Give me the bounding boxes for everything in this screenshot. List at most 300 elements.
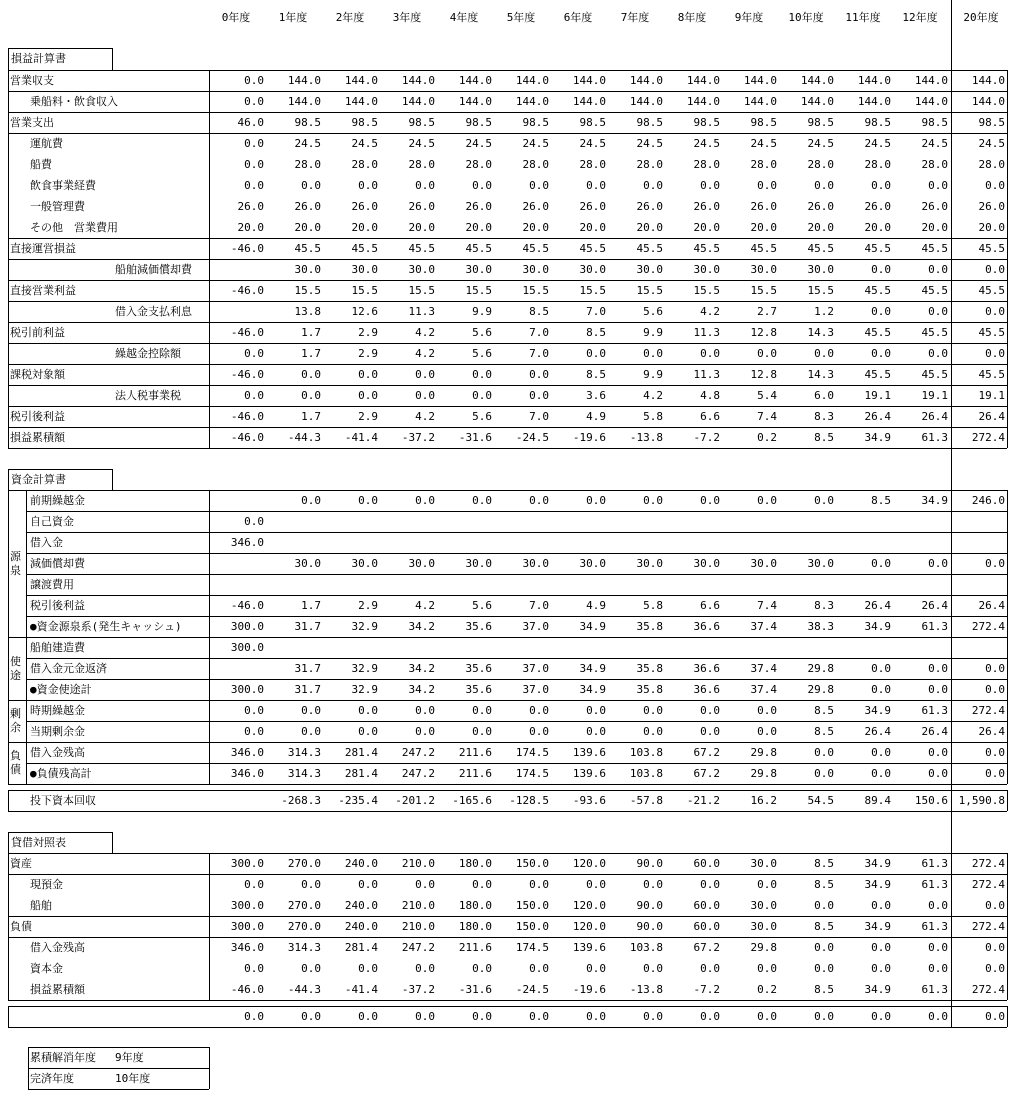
grid-line [1007,70,1008,448]
cell-value: 0.0 [244,515,264,528]
grid-line [26,553,1007,554]
cell-value: 90.0 [636,899,663,912]
row-label: ●資金源泉系(発生キャッシュ) [30,620,182,633]
cell-value: 4.2 [415,599,435,612]
cell-value: 37.0 [522,662,549,675]
cell-value: 2.9 [358,410,378,423]
cell-value: 0.0 [301,878,321,891]
cell-value: 0.0 [586,494,606,507]
row-label: 税引後利益 [10,410,65,423]
cell-value: 8.5 [814,431,834,444]
cell-value: 0.0 [244,137,264,150]
cell-value: 144.0 [686,74,720,87]
cell-value: 3.6 [586,389,606,402]
grid-line [8,238,1007,239]
cell-value: 14.3 [807,368,834,381]
grid-line [26,679,1007,680]
grid-line [8,790,9,811]
row-label: 船舶 [30,899,52,912]
cell-value: 0.0 [928,557,948,570]
cell-value: 15.5 [351,284,378,297]
cell-value: 4.2 [415,347,435,360]
cell-value: 0.0 [358,179,378,192]
cell-value: 0.0 [700,878,720,891]
cell-value: 139.6 [572,767,606,780]
cell-value: 20.0 [807,221,834,234]
cell-value: 240.0 [344,920,378,933]
row-label: 営業支出 [10,116,54,129]
cell-value: 24.5 [693,137,720,150]
row-label: 船舶減価償却費 [115,263,192,276]
cell-value: 0.0 [529,725,549,738]
cell-value: -46.0 [230,431,264,444]
cell-value: 14.3 [807,326,834,339]
cell-value: 32.9 [351,620,378,633]
cell-value: 45.5 [978,284,1005,297]
cell-value: 0.0 [985,1010,1005,1023]
grid-line [8,322,1007,323]
cell-value: 24.5 [636,137,663,150]
cell-value: 7.0 [529,599,549,612]
cell-value: 0.0 [643,962,663,975]
cell-value: 28.0 [978,158,1005,171]
cell-value: 24.5 [807,137,834,150]
year-header: 12年度 [902,11,938,24]
cell-value: 31.7 [294,683,321,696]
cell-value: 20.0 [750,221,777,234]
year-header: 2年度 [335,11,365,24]
row-label: 自己資金 [30,515,74,528]
cell-value: 89.4 [864,794,891,807]
cell-value: 0.0 [814,899,834,912]
cell-value: 0.0 [415,725,435,738]
cell-value: 0.0 [358,962,378,975]
cell-value: 144.0 [515,95,549,108]
grid-line [209,1047,210,1089]
cell-value: 26.0 [465,200,492,213]
cell-value: 300.0 [230,899,264,912]
row-label: 当期剰余金 [30,725,85,738]
cell-value: 26.4 [921,725,948,738]
cell-value: 28.0 [636,158,663,171]
row-label: 直接営業利益 [10,284,76,297]
row-label: ●負債残高計 [30,767,92,780]
row-label: 乗船料・飲食収入 [30,95,118,108]
cell-value: 45.5 [636,242,663,255]
cell-value: 139.6 [572,746,606,759]
cell-value: -21.2 [686,794,720,807]
grid-line [8,853,1007,854]
cell-value: 4.2 [700,305,720,318]
grid-line [26,595,1007,596]
cell-value: 45.5 [864,284,891,297]
cell-value: -19.6 [572,983,606,996]
cell-value: 0.0 [472,962,492,975]
cell-value: 270.0 [287,920,321,933]
cell-value: -24.5 [515,983,549,996]
cell-value: -46.0 [230,599,264,612]
cell-value: 0.0 [700,704,720,717]
summary-label: 累積解消年度 [30,1051,96,1064]
section-title-pl: 損益計算書 [11,52,66,65]
cell-value: 0.0 [415,1010,435,1023]
cell-value: 0.0 [814,962,834,975]
cell-value: 2.7 [757,305,777,318]
cell-value: 45.5 [579,242,606,255]
grid-line [209,490,210,784]
cell-value: -37.2 [401,983,435,996]
cell-value: 35.8 [636,620,663,633]
year-header: 6年度 [563,11,593,24]
cell-value: 26.0 [351,200,378,213]
cell-value: 103.8 [629,746,663,759]
cell-value: 4.8 [700,389,720,402]
year-header: 4年度 [449,11,479,24]
cell-value: 24.5 [522,137,549,150]
cell-value: 30.0 [807,557,834,570]
cell-value: 26.4 [864,599,891,612]
cell-value: 0.0 [871,941,891,954]
cell-value: 0.0 [244,1010,264,1023]
cell-value: 24.5 [294,137,321,150]
cell-value: 144.0 [401,74,435,87]
grid-line [26,721,1007,722]
cell-value: 0.0 [244,179,264,192]
cell-value: 7.0 [529,410,549,423]
cell-value: 144.0 [572,74,606,87]
cell-value: 0.0 [358,389,378,402]
cell-value: 5.6 [472,599,492,612]
cell-value: 346.0 [230,536,264,549]
cell-value: 8.5 [814,704,834,717]
cell-value: 0.0 [814,1010,834,1023]
grid-line [8,112,1007,113]
cell-value: 0.0 [358,704,378,717]
cell-value: 24.5 [921,137,948,150]
cell-value: 31.7 [294,620,321,633]
cell-value: 11.3 [693,326,720,339]
cell-value: 4.9 [586,410,606,423]
cell-value: 34.9 [579,662,606,675]
cell-value: 4.9 [586,599,606,612]
cell-value: 246.0 [971,494,1005,507]
cell-value: 24.5 [465,137,492,150]
cell-value: 61.3 [921,620,948,633]
cell-value: 0.0 [472,1010,492,1023]
cell-value: 0.0 [985,179,1005,192]
cell-value: 1.7 [301,599,321,612]
cell-value: 30.0 [807,263,834,276]
cell-value: 1.7 [301,326,321,339]
cell-value: 7.0 [529,347,549,360]
grid-line [26,574,1007,575]
cell-value: 144.0 [971,95,1005,108]
cell-value: 15.5 [636,284,663,297]
cell-value: 29.8 [807,683,834,696]
cell-value: 0.0 [301,179,321,192]
cell-value: 0.0 [871,347,891,360]
cell-value: 30.0 [750,899,777,912]
grid-line [8,874,1007,875]
grid-line [8,427,1007,428]
cell-value: 35.8 [636,662,663,675]
cell-value: 35.8 [636,683,663,696]
cell-value: 8.5 [814,920,834,933]
cell-value: 0.0 [358,725,378,738]
row-label: 時期繰越金 [30,704,85,717]
cell-value: 60.0 [693,857,720,870]
row-label: 税引前利益 [10,326,65,339]
grid-line [26,511,1007,512]
row-label: 運航費 [30,137,63,150]
cell-value: 0.0 [985,305,1005,318]
cell-value: 0.0 [244,389,264,402]
cell-value: 247.2 [401,767,435,780]
cell-value: 20.0 [921,221,948,234]
cell-value: 20.0 [579,221,606,234]
cell-value: 30.0 [408,557,435,570]
cell-value: 8.3 [814,410,834,423]
cell-value: 98.5 [864,116,891,129]
cell-value: 144.0 [914,74,948,87]
cell-value: 98.5 [921,116,948,129]
cell-value: 314.3 [287,767,321,780]
cell-value: 174.5 [515,767,549,780]
cell-value: 34.9 [579,683,606,696]
cell-value: -41.4 [344,431,378,444]
cell-value: 54.5 [807,794,834,807]
cell-value: 15.5 [579,284,606,297]
grid-line [112,469,113,490]
cell-value: 26.4 [864,410,891,423]
cell-value: 98.5 [750,116,777,129]
cell-value: 0.0 [472,494,492,507]
cell-value: 0.0 [529,494,549,507]
cell-value: 20.0 [408,221,435,234]
cell-value: 0.0 [415,704,435,717]
cell-value: 26.0 [864,200,891,213]
cell-value: -31.6 [458,983,492,996]
cell-value: 26.4 [864,725,891,738]
cell-value: 30.0 [408,263,435,276]
year-header: 9年度 [734,11,764,24]
cell-value: 0.0 [871,899,891,912]
grid-line [8,48,9,70]
cell-value: 15.5 [807,284,834,297]
cell-value: 0.0 [415,494,435,507]
cell-value: 30.0 [294,263,321,276]
grid-line [8,790,1007,791]
cell-value: 30.0 [636,263,663,276]
cell-value: 45.5 [864,242,891,255]
cell-value: 0.0 [472,704,492,717]
cell-value: 0.0 [871,662,891,675]
cell-value: 60.0 [693,920,720,933]
cell-value: 26.0 [408,200,435,213]
cell-value: 98.5 [351,116,378,129]
cell-value: 38.3 [807,620,834,633]
cell-value: -19.6 [572,431,606,444]
cell-value: 11.3 [693,368,720,381]
grid-line [28,1089,209,1090]
cell-value: 144.0 [971,74,1005,87]
cell-value: 144.0 [857,74,891,87]
cell-value: 98.5 [693,116,720,129]
row-label: 譲渡費用 [30,578,74,591]
cell-value: 15.5 [750,284,777,297]
cell-value: 90.0 [636,857,663,870]
cell-value: 15.5 [522,284,549,297]
cell-value: 6.6 [700,410,720,423]
cell-value: 0.0 [244,347,264,360]
year-header: 3年度 [392,11,422,24]
year-header: 20年度 [963,11,999,24]
cell-value: 90.0 [636,920,663,933]
cell-value: 8.5 [871,494,891,507]
row-label: 飲食事業経費 [30,179,96,192]
cell-value: 36.6 [693,662,720,675]
cell-value: 0.0 [301,1010,321,1023]
grid-line [8,832,112,833]
cell-value: 98.5 [294,116,321,129]
cell-value: 0.0 [472,179,492,192]
cell-value: -37.2 [401,431,435,444]
cell-value: 8.5 [814,983,834,996]
cell-value: 24.5 [351,137,378,150]
cell-value: 8.5 [586,368,606,381]
grid-line [8,742,1007,743]
cell-value: 0.0 [586,1010,606,1023]
cell-value: 5.6 [643,305,663,318]
cell-value: 98.5 [579,116,606,129]
grid-line [28,1047,209,1048]
cell-value: 0.0 [928,347,948,360]
grid-line [8,916,1007,917]
cell-value: 314.3 [287,746,321,759]
grid-line [8,832,9,853]
cell-value: 30.0 [750,920,777,933]
cell-value: 272.4 [971,983,1005,996]
cell-value: 26.0 [807,200,834,213]
cell-value: 35.6 [465,662,492,675]
row-label: 借入金支払利息 [115,305,192,318]
row-label: 船舶建造費 [30,641,85,654]
cell-value: 0.0 [871,1010,891,1023]
cell-value: 0.0 [586,347,606,360]
cell-value: 0.0 [757,725,777,738]
row-label: 借入金残高 [30,746,85,759]
cell-value: 45.5 [978,242,1005,255]
cell-value: 26.0 [579,200,606,213]
cell-value: 346.0 [230,767,264,780]
cell-value: 37.0 [522,683,549,696]
cell-value: 0.0 [700,725,720,738]
cell-value: 144.0 [344,74,378,87]
cell-value: 272.4 [971,920,1005,933]
cell-value: 7.4 [757,599,777,612]
cell-value: 5.6 [472,347,492,360]
cell-value: -46.0 [230,983,264,996]
cell-value: 34.9 [864,704,891,717]
row-label: 船費 [30,158,52,171]
cell-value: 5.8 [643,599,663,612]
cell-value: 20.0 [351,221,378,234]
cell-value: -44.3 [287,431,321,444]
cell-value: 11.3 [408,305,435,318]
cell-value: 2.9 [358,347,378,360]
cell-value: 180.0 [458,899,492,912]
cell-value: 300.0 [230,857,264,870]
summary-label: 完済年度 [30,1072,74,1085]
cell-value: 26.4 [978,599,1005,612]
cell-value: 1.2 [814,305,834,318]
cell-value: 0.0 [472,389,492,402]
cell-value: 34.2 [408,620,435,633]
grid-line [8,91,1007,92]
group-label: 負債 [10,749,21,776]
cell-value: 0.0 [415,962,435,975]
year-header: 7年度 [620,11,650,24]
cell-value: 0.0 [643,725,663,738]
cell-value: 0.0 [529,878,549,891]
cell-value: 15.5 [693,284,720,297]
cell-value: 28.0 [807,158,834,171]
cell-value: 30.0 [750,263,777,276]
cell-value: 150.0 [515,920,549,933]
group-label: 剰余 [10,707,21,734]
cell-value: 24.5 [750,137,777,150]
grid-line [8,70,9,448]
grid-line [1007,490,1008,784]
cell-value: 7.0 [586,305,606,318]
cell-value: 0.0 [244,95,264,108]
cell-value: 0.0 [928,746,948,759]
cell-value: 120.0 [572,920,606,933]
cell-value: -41.4 [344,983,378,996]
cell-value: 28.0 [921,158,948,171]
grid-line [8,133,1007,134]
cell-value: 0.0 [529,1010,549,1023]
cell-value: 0.0 [928,179,948,192]
cell-value: -7.2 [693,431,720,444]
cell-value: 26.0 [693,200,720,213]
row-label: 課税対象額 [10,368,65,381]
cell-value: -235.4 [338,794,378,807]
cell-value: 15.5 [408,284,435,297]
cell-value: 0.0 [301,389,321,402]
cell-value: 0.0 [358,494,378,507]
cell-value: 144.0 [857,95,891,108]
year-header: 0年度 [221,11,251,24]
grid-line [8,259,1007,260]
cell-value: 0.0 [244,725,264,738]
row-label: 資産 [10,857,32,870]
cell-value: 20.0 [978,221,1005,234]
cell-value: 20.0 [465,221,492,234]
cell-value: 0.0 [814,767,834,780]
row-label: 法人税事業税 [115,389,181,402]
cell-value: 45.5 [978,368,1005,381]
cell-value: 4.2 [415,410,435,423]
cell-value: 120.0 [572,899,606,912]
cell-value: 28.0 [465,158,492,171]
cell-value: 0.0 [871,746,891,759]
cell-value: 0.0 [472,368,492,381]
cell-value: 32.9 [351,662,378,675]
cell-value: 0.2 [757,983,777,996]
grid-line [8,1006,1007,1007]
cell-value: 29.8 [807,662,834,675]
